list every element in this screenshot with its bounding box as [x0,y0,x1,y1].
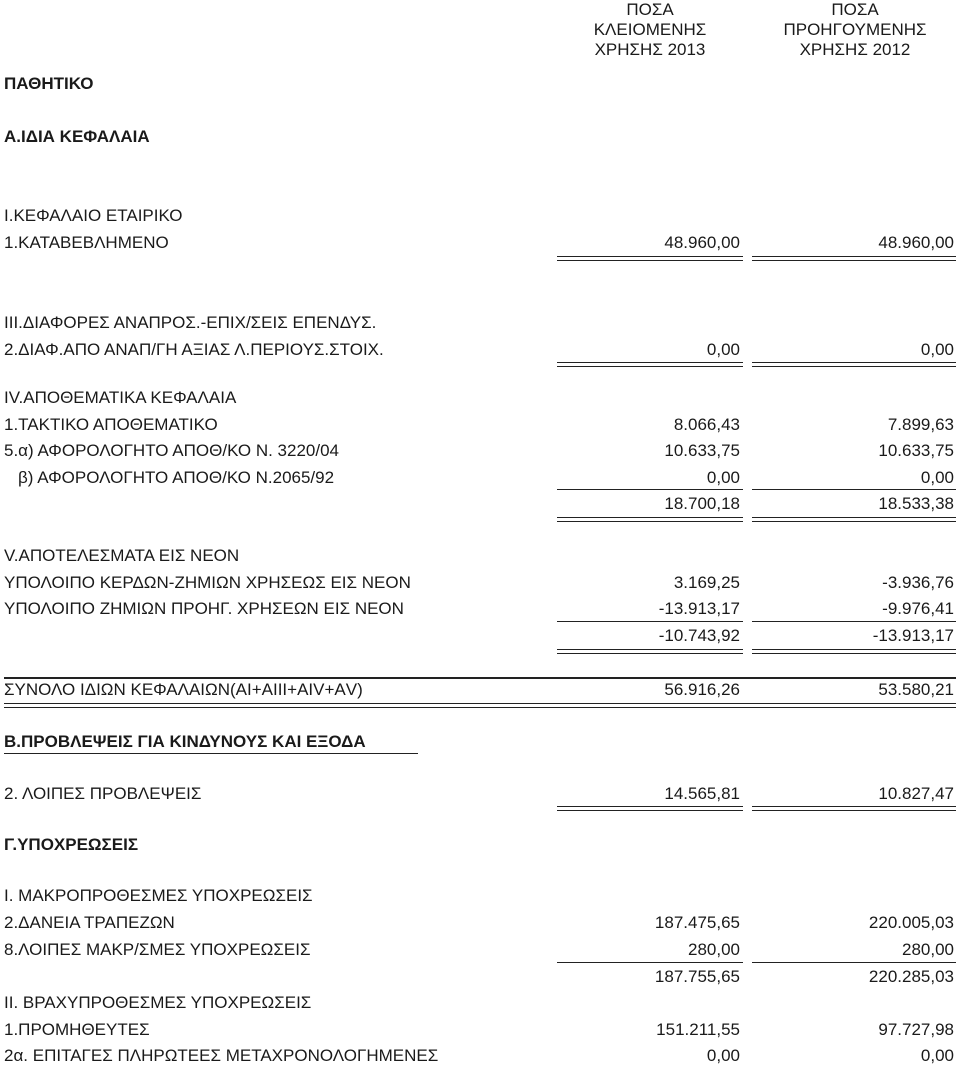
row-postdated-label: 2α. ΕΠΙΤΑΓΕΣ ΠΛΗΡΩΤΕΕΣ ΜΕΤΑΧΡΟΝΟΛΟΓΗΜΕΝΕΣ [4,1046,439,1065]
double-underline [557,649,743,650]
subsection-results: V.ΑΠΟΤΕΛΕΣΜΑΤΑ ΕΙΣ ΝΕΟΝ [4,546,240,565]
subtotal-rule [557,962,743,963]
row-taxfree-b-2012: 0,00 [920,468,954,487]
column-header-2013 [560,0,740,60]
double-underline [557,366,743,367]
column-header-2012 [760,0,950,60]
row-taxfree-b-2013: 0,00 [706,468,740,487]
subsection-shortterm: ΙΙ. ΒΡΑΧΥΠΡΟΘΕΣΜΕΣ ΥΠΟΧΡΕΩΣΕΙΣ [4,993,312,1012]
row-taxfree-b-label: β) ΑΦΟΡΟΛΟΓΗΤΟ ΑΠΟΘ/ΚΟ Ν.2065/92 [18,468,335,487]
header-line: ΠΡΟΗΓΟΥΜΕΝΗΣ [783,20,927,39]
row-equity-total-2013: 56.916,26 [664,680,740,699]
double-underline [557,810,743,811]
double-underline [557,806,743,807]
row-other-lt-2013: 280,00 [688,940,740,959]
double-underline [557,653,743,654]
row-other-prov-2012: 10.827,47 [878,784,954,803]
double-underline [4,703,956,704]
row-equity-total-2012: 53.580,21 [878,680,954,699]
section-title-provisions: Β.ΠΡΟΒΛΕΨΕΙΣ ΓΙΑ ΚΙΝΔΥΝΟΥΣ ΚΑΙ ΕΞΟΔΑ [4,732,366,751]
row-results-total-2013: -10.743,92 [658,626,740,645]
row-results-total-2012: -13.913,17 [872,626,954,645]
row-reserves-total-2013: 18.700,18 [664,494,740,513]
row-reval-2012: 0,00 [920,340,954,359]
row-suppliers-2012: 97.727,98 [878,1020,954,1039]
row-other-lt-2012: 280,00 [902,940,954,959]
row-balance-pl-label: ΥΠΟΛΟΙΠΟ ΚΕΡΔΩΝ-ΖΗΜΙΩΝ ΧΡΗΣΕΩΣ ΕΙΣ ΝΕΟΝ [4,573,411,592]
row-paid-in-2013: 48.960,00 [664,233,740,252]
double-underline [752,810,956,811]
subsection-revaluation: ΙΙΙ.ΔΙΑΦΟΡΕΣ ΑΝΑΠΡΟΣ.-ΕΠΙΧ/ΣΕΙΣ ΕΠΕΝΔΥΣ. [4,313,377,332]
row-other-lt-label: 8.ΛΟΙΠΕΣ ΜΑΚΡ/ΣΜΕΣ ΥΠΟΧΡΕΩΣΕΙΣ [4,940,311,959]
double-underline [752,521,956,522]
double-underline [4,707,956,708]
double-underline [557,260,743,261]
double-underline [752,653,956,654]
double-underline [557,256,743,257]
header-line: ΧΡΗΣΗΣ 2012 [799,40,911,59]
row-bank-loans-2012: 220.005,03 [868,913,954,932]
row-balance-prior-label: ΥΠΟΛΟΙΠΟ ΖΗΜΙΩΝ ΠΡΟΗΓ. ΧΡΗΣΕΩΝ ΕΙΣ ΝΕΟΝ [4,599,404,618]
subsection-reserves: IV.ΑΠΟΘΕΜΑΤΙΚΑ ΚΕΦΑΛΑΙΑ [4,388,237,407]
section-title-liabilities: Γ.ΥΠΟΧΡΕΩΣΕΙΣ [4,835,139,854]
row-balance-prior-2012: -9.976,41 [882,599,954,618]
double-underline [557,362,743,363]
row-taxfree-a-label: 5.α) ΑΦΟΡΟΛΟΓΗΤΟ ΑΠΟΘ/ΚΟ Ν. 3220/04 [4,441,340,460]
row-taxfree-a-2012: 10.633,75 [878,441,954,460]
subsection-capital: Ι.ΚΕΦΑΛΑΙΟ ΕΤΑΙΡΙΚΟ [4,206,183,225]
double-underline [752,256,956,257]
double-underline [752,260,956,261]
row-regular-reserve-label: 1.ΤΑΚΤΙΚΟ ΑΠΟΘΕΜΑΤΙΚΟ [4,415,218,434]
header-line: ΧΡΗΣΗΣ 2013 [594,40,706,59]
row-bank-loans-2013: 187.475,65 [654,913,740,932]
row-suppliers-2013: 151.211,55 [656,1020,740,1039]
row-regular-reserve-2013: 8.066,43 [673,415,740,434]
section-title-passive: ΠΑΘΗΤΙΚΟ [4,74,94,93]
row-other-prov-label: 2. ΛΟΙΠΕΣ ΠΡΟΒΛΕΨΕΙΣ [4,784,202,803]
header-line: ΠΟΣΑ [626,0,674,19]
row-lt-total-2013: 187.755,65 [654,967,740,986]
row-postdated-2013: 0,00 [706,1046,740,1065]
double-underline [752,362,956,363]
equity-total-rule [4,677,956,679]
title-underline [4,753,418,754]
double-underline [752,366,956,367]
row-balance-prior-2013: -13.913,17 [658,599,740,618]
row-paid-in-label: 1.ΚΑΤΑΒΕΒΛΗΜΕΝΟ [4,233,169,252]
row-taxfree-a-2013: 10.633,75 [664,441,740,460]
section-title-equity: Α.ΙΔΙΑ ΚΕΦΑΛΑΙΑ [4,127,150,146]
row-lt-total-2012: 220.285,03 [868,967,954,986]
row-reserves-total-2012: 18.533,38 [878,494,954,513]
row-regular-reserve-2012: 7.899,63 [887,415,954,434]
row-reval-label: 2.ΔΙΑΦ.ΑΠΟ ΑΝΑΠ/ΓΗ ΑΞΙΑΣ Λ.ΠΕΡΙΟΥΣ.ΣΤΟΙΧ. [4,340,384,359]
header-line: ΚΛΕΙΟΜΕΝΗΣ [593,20,707,39]
row-bank-loans-label: 2.ΔΑΝΕΙΑ ΤΡΑΠΕΖΩΝ [4,913,175,932]
row-balance-pl-2013: 3.169,25 [673,573,740,592]
subsection-longterm: Ι. ΜΑΚΡΟΠΡΟΘΕΣΜΕΣ ΥΠΟΧΡΕΩΣΕΙΣ [4,886,313,905]
row-other-prov-2013: 14.565,81 [664,784,740,803]
double-underline [752,517,956,518]
row-suppliers-label: 1.ΠΡΟΜΗΘΕΥΤΕΣ [4,1020,150,1039]
row-balance-pl-2012: -3.936,76 [882,573,954,592]
subtotal-rule [752,962,956,963]
double-underline [557,521,743,522]
double-underline [557,517,743,518]
subtotal-rule [557,621,743,622]
double-underline [752,649,956,650]
double-underline [752,806,956,807]
row-equity-total-label: ΣΥΝΟΛΟ ΙΔΙΩΝ ΚΕΦΑΛΑΙΩΝ(ΑΙ+ΑΙΙΙ+ΑΙV+ΑV) [4,680,363,699]
row-postdated-2012: 0,00 [920,1046,954,1065]
subtotal-rule [557,489,743,490]
row-reval-2013: 0,00 [706,340,740,359]
header-line: ΠΟΣΑ [831,0,879,19]
subtotal-rule [752,489,956,490]
row-paid-in-2012: 48.960,00 [878,233,954,252]
subtotal-rule [752,621,956,622]
